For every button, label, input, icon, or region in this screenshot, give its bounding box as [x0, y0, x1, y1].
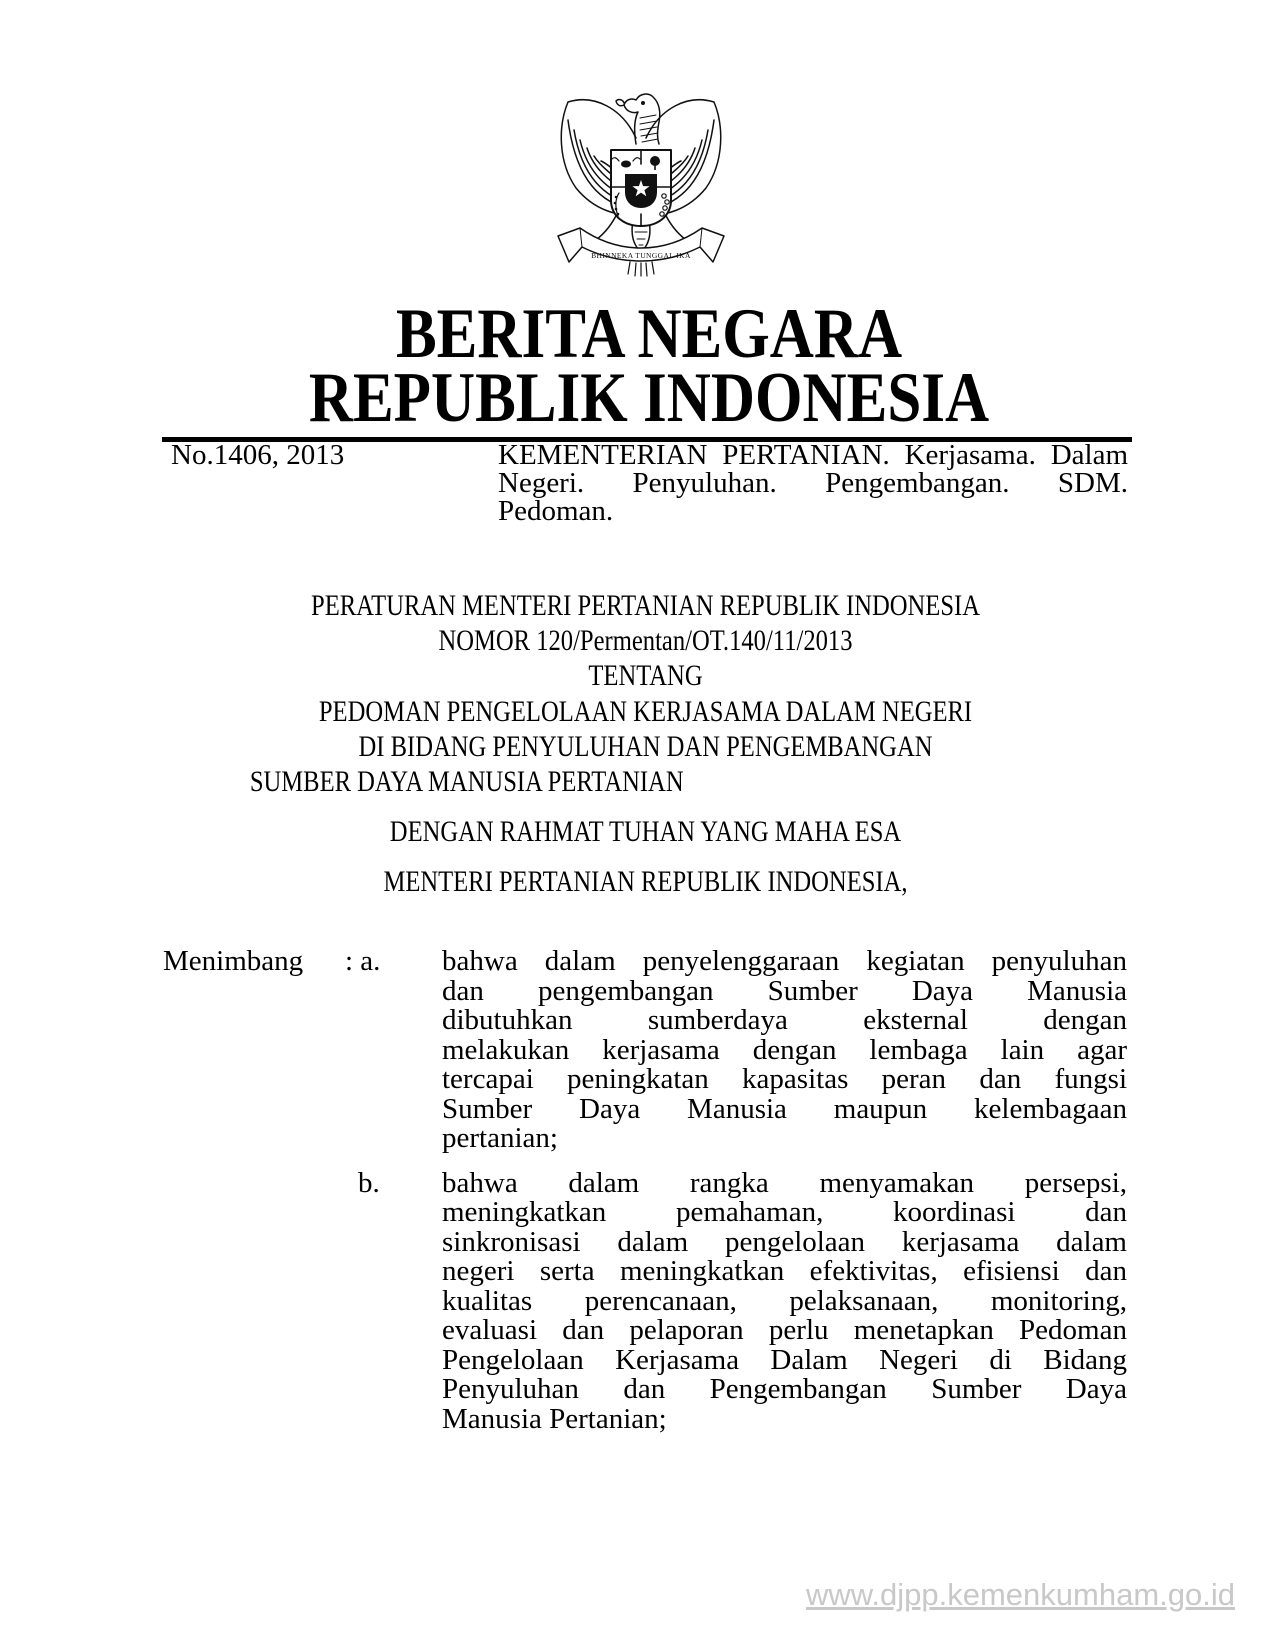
text-line: evaluasi dan pelaporan perlu menetapkan Pedoman — [442, 1314, 1127, 1346]
text-line: Pengelolaan Kerjasama Dalam Negeri di Bidang — [442, 1343, 1127, 1376]
text-line: bahwa dalam rangka menyamakan persepsi, — [442, 1166, 1127, 1199]
item-text-a — [442, 947, 1127, 1154]
text-line: dan pengembangan Sumber Daya Manusia — [442, 974, 1127, 1007]
garuda-pancasila-emblem — [550, 86, 732, 278]
masthead-line-2: REPUBLIK INDONESIA — [308, 358, 990, 437]
text-line: NOMOR 120/Permentan/OT.140/11/2013 — [438, 624, 853, 658]
text-line: negeri serta meningkatkan efektivitas, efisiensi dan — [442, 1255, 1127, 1287]
text-line: tercapai peningkatan kapasitas peran dan fungsi — [442, 1063, 1127, 1095]
item-marker-a: : a. — [345, 945, 381, 977]
text-line: TENTANG — [588, 659, 703, 693]
text-line: PERATURAN MENTERI PERTANIAN REPUBLIK INDONESIA — [311, 589, 980, 622]
text-line: Pedoman. — [498, 495, 614, 528]
text-line: bahwa dalam penyelenggaraan kegiatan penyuluhan — [442, 945, 1127, 977]
text-line: kualitas perencanaan, pelaksanaan, monitoring, — [442, 1284, 1127, 1317]
text-line: Negeri. Penyuluhan. Pengembangan. SDM. — [498, 467, 1128, 500]
text-line: sinkronisasi dalam pengelolaan kerjasama dalam — [442, 1225, 1127, 1258]
considering-item-a — [345, 947, 1127, 1154]
text-line: SUMBER DAYA MANUSIA PERTANIAN — [249, 765, 684, 799]
masthead-line-1: BERITA NEGARA — [395, 295, 903, 373]
text-line: meningkatkan pemahaman, koordinasi dan — [442, 1196, 1127, 1228]
considering-items — [345, 947, 1127, 1434]
emblem-motto: BHINNEKA TUNGGAL IKA — [591, 251, 691, 260]
text-line: KEMENTERIAN PERTANIAN. Kerjasama. Dalam — [498, 439, 1128, 471]
text-line: PEDOMAN PENGELOLAAN KERJASAMA DALAM NEGERI — [318, 694, 973, 728]
text-line: dibutuhkan sumberdaya eksternal dengan — [442, 1004, 1127, 1036]
gazette-number: No.1406, 2013 — [171, 439, 345, 471]
regulation-title — [250, 588, 1041, 799]
text-line: Sumber Daya Manusia maupun kelembagaan — [442, 1092, 1127, 1125]
authority-line: MENTERI PERTANIAN REPUBLIK INDONESIA, — [383, 865, 908, 898]
item-text-b — [442, 1166, 1127, 1435]
newspaper-masthead — [91, 295, 1207, 437]
text-line: Manusia Pertanian; — [442, 1402, 667, 1435]
item-marker-b: b. — [358, 1166, 380, 1199]
considering-item-b — [345, 1166, 1127, 1435]
text-line: DI BIDANG PENYULUHAN DAN PENGEMBANGAN — [358, 729, 933, 763]
considering-label: Menimbang — [163, 945, 304, 977]
invocation-line: DENGAN RAHMAT TUHAN YANG MAHA ESA — [389, 815, 902, 848]
eagle-head — [616, 94, 660, 144]
text-line: Penyuluhan dan Pengembangan Sumber Daya — [442, 1373, 1127, 1405]
watermark-link: www.djpp.kemenkumham.go.id — [805, 1577, 1235, 1612]
pancasila-shield — [611, 150, 671, 226]
text-line: pertanian; — [442, 1122, 558, 1154]
text-line: melakukan kerjasama dengan lembaga lain agar — [442, 1033, 1127, 1066]
subject-keywords — [498, 441, 1128, 526]
